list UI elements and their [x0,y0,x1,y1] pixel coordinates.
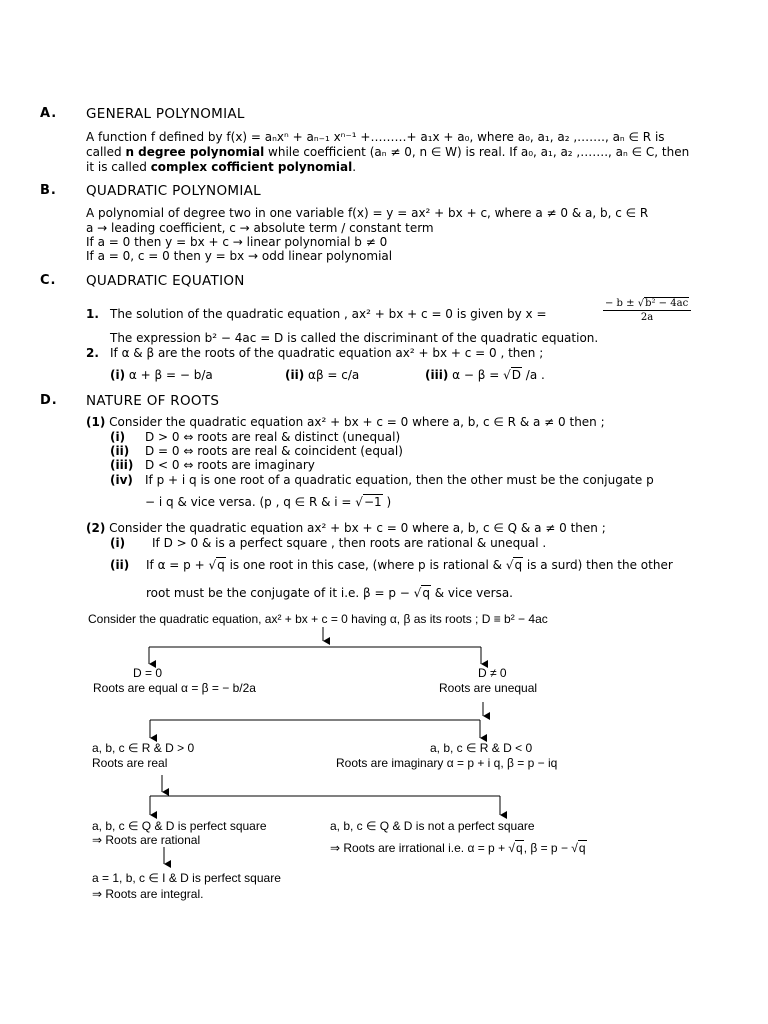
section-title-nature-of-roots: NATURE OF ROOTS [86,393,220,409]
case2-ii-radicand2: q [514,558,523,572]
flowchart-roots-irrational: ⇒ Roots are irrational i.e. α = p + √q, β = p − √q [330,841,586,855]
section-letter-d: D. [40,393,58,408]
relation-product-label: (ii) [285,368,305,382]
nature-part1-label: (1) [86,415,106,429]
flowchart-perfect-square-condition: a, b, c ∈ Q & D is perfect square [92,819,267,833]
case2-ii-cont-post: & vice versa. [430,586,513,600]
case2-text-ii: If α = p + √q is one root in this case, (where p is rational & √q is a surd) then the other [146,558,673,572]
quadratic-solution-text: The solution of the quadratic equation , ax² + bx + c = 0 is given by x = [110,307,547,321]
relation-difference-pre: α − β = [452,368,504,382]
relation-difference: (iii) α − β = √D /a . [425,368,545,382]
flowchart-roots-unequal: Roots are unequal [439,681,538,695]
formula-numerator-prefix: − b ± [605,298,635,309]
case-text-i: D > 0 ⇔ roots are real & distinct (unequal) [145,430,401,444]
roots-relation-intro: If α & β are the roots of the quadratic equation ax² + bx + c = 0 , then ; [110,346,544,360]
case2-ii-cont-radicand: q [422,586,430,600]
relation-difference-label: (iii) [425,368,449,382]
section-letter-a: A. [40,106,58,121]
relation-difference-post: /a . [521,368,545,382]
section-letter-c: C. [40,273,57,288]
flowchart-not-perfect-square-condition: a, b, c ∈ Q & D is not a perfect square [330,819,535,833]
case2-ii-cont-pre: root must be the conjugate of it i.e. β = p − [146,586,414,600]
case2-ii-radicand1: q [217,558,225,572]
nature-part1-text: Consider the quadratic equation ax² + bx + c = 0 where a, b, c ∈ R & a ≠ 0 then ; [109,415,605,429]
flowchart-roots-imaginary: Roots are imaginary α = p + i q, β = p − iq [336,756,558,770]
section-b-line4: If a = 0, c = 0 then y = bx → odd linear polynomial [86,249,393,263]
case2-ii-post: is a surd) then the other [523,558,673,572]
section-title-quadratic-equation: QUADRATIC EQUATION [86,273,245,289]
flowchart-irrational-pre: ⇒ Roots are irrational i.e. α = p + [330,841,509,855]
flowchart-d-not-zero: D ≠ 0 [478,666,507,680]
relation-difference-radicand: D [511,368,521,382]
case2-ii-mid: is one root in this case, (where p is rational & [225,558,506,572]
case2-label-ii: (ii) [110,558,130,572]
section-b-line2: a → leading coefficient, c → absolute term / constant term [86,221,434,235]
section-b-line1: A polynomial of degree two in one variable f(x) = y = ax² + bx + c, where a ≠ 0 & a, b, c ∈ R [86,206,649,220]
case-label-iv: (iv) [110,473,133,487]
case-label-iii: (iii) [110,458,134,472]
case2-ii-continuation: root must be the conjugate of it i.e. β = p − √q & vice versa. [146,586,513,600]
case-label-ii: (ii) [110,444,130,458]
relation-sum-label: (i) [110,368,126,382]
flowchart-irrational-mid: , β = p − [523,841,572,855]
section-a-line1: A function f defined by f(x) = aₙxⁿ + aₙ₋₁ xⁿ⁻¹ +………+ a₁x + a₀, where a₀, a₁, a₂ ,……., aₙ ∈ R is [86,130,665,144]
formula-radicand: b² − 4ac [645,298,689,309]
formula-denominator: 2a [640,312,654,323]
discriminant-definition: The expression b² − 4ac = D is called the discriminant of the quadratic equation. [110,331,599,345]
section-title-quadratic-polynomial: QUADRATIC POLYNOMIAL [86,183,261,199]
flowchart-imaginary-condition: a, b, c ∈ R & D < 0 [430,741,533,755]
nature-part2-label: (2) [86,521,106,535]
quadratic-formula: $\frac{\text{− b ± √b² − 4ac}}{2a}$ [603,298,691,323]
case2-label-i: (i) [110,536,126,550]
section-b-line3: If a = 0 then y = bx + c → linear polynomial b ≠ 0 [86,235,388,249]
flowchart-integral-condition: a = 1, b, c ∈ I & D is perfect square [92,871,281,885]
case-text-iii: D < 0 ⇔ roots are imaginary [145,458,315,472]
case-label-i: (i) [110,430,126,444]
section-a-line3-bold: complex cofficient polynomial [150,160,353,174]
relation-product-text: αβ = c/a [308,368,360,382]
flowchart-roots-real: Roots are real [92,756,168,770]
section-letter-b: B. [40,183,57,198]
item-number-1: 1. [86,307,99,321]
item-number-2: 2. [86,346,99,360]
flowchart-roots-rational: ⇒ Roots are rational [92,833,201,847]
case-iv-cont-radicand: −1 [363,495,382,509]
flowchart-irrational-radicand1: q [516,841,523,855]
flowchart-roots-integral: ⇒ Roots are integral. [92,887,204,901]
section-a-line2-post: while coefficient (aₙ ≠ 0, n ∈ W) is real. If a₀, a₁, a₂ ,……., aₙ ∈ C, then [264,145,690,159]
case-text-iv: If p + i q is one root of a quadratic equation, then the other must be the conjugate p [145,473,654,487]
section-a-line2-bold: n degree polynomial [125,145,265,159]
nature-part2-text: Consider the quadratic equation ax² + bx + c = 0 where a, b, c ∈ Q & a ≠ 0 then ; [109,521,606,535]
section-title-general-polynomial: GENERAL POLYNOMIAL [86,106,245,122]
section-a-line2-pre: called [86,145,126,159]
flowchart-top-statement: Consider the quadratic equation, ax² + bx + c = 0 having α, β as its roots ; D ≡ b² − 4ac [88,612,548,626]
flowchart-real-condition: a, b, c ∈ R & D > 0 [92,741,195,755]
section-a-line3-pre: it is called [86,160,151,174]
case-text-ii: D = 0 ⇔ roots are real & coincident (equal) [145,444,403,458]
flowchart-d-equal-zero: D = 0 [133,666,163,680]
flowchart-roots-equal: Roots are equal α = β = − b/2a [93,681,256,695]
case2-ii-pre: If α = p + [146,558,209,572]
case-iv-continuation: − i q & vice versa. (p , q ∈ R & i = √−1 ) [145,495,392,509]
case-iv-cont-pre: − i q & vice versa. (p , q ∈ R & i = [145,495,356,509]
case-iv-cont-post: ) [382,495,392,509]
case2-text-i: If D > 0 & is a perfect square , then roots are rational & unequal . [152,536,547,550]
section-a-line3-post: . [352,160,357,174]
relation-sum-text: α + β = − b/a [128,368,213,382]
flowchart-irrational-radicand2: q [578,841,586,855]
